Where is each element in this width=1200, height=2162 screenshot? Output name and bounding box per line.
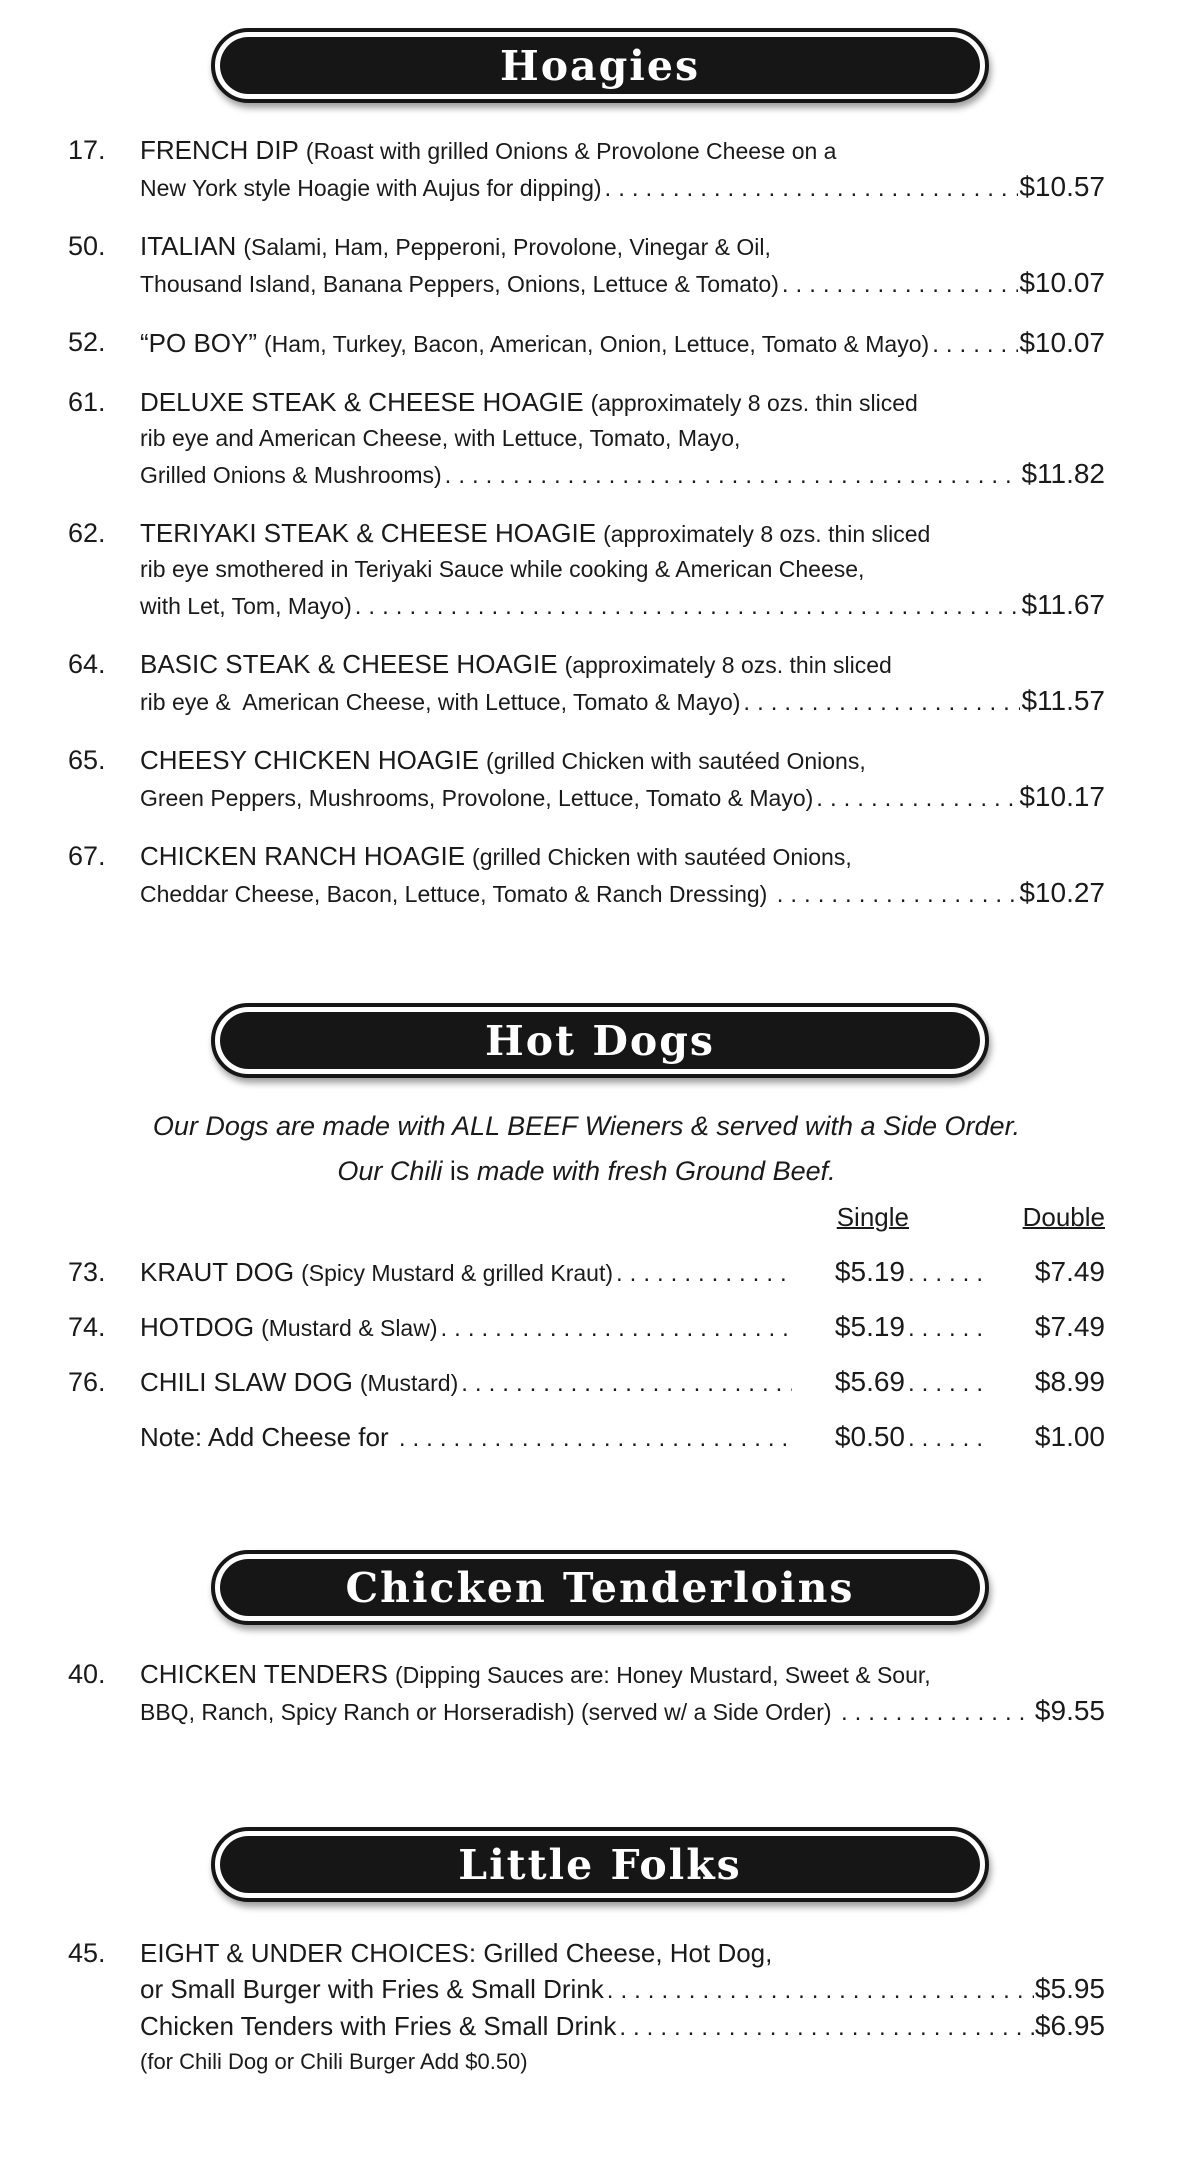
item-line [140, 325, 1105, 362]
item-number: 74. [68, 1312, 106, 1342]
dot-leader [445, 458, 1021, 493]
menu-item [68, 839, 1105, 912]
item-number: 67. [68, 841, 106, 871]
item-number: 64. [68, 649, 106, 679]
item-title: FRENCH DIP [140, 135, 299, 165]
item-title: CHEESY CHICKEN HOAGIE [140, 745, 480, 775]
item-number: 17. [68, 135, 106, 165]
item-line [140, 133, 1105, 169]
section-title: Hoagies [499, 41, 701, 90]
item-body [140, 325, 1105, 362]
item-line [140, 169, 1105, 206]
item-text: BBQ, Ranch, Spicy Ranch or Horseradish) (served w/ a Side Order) [140, 1699, 838, 1725]
item-body [140, 839, 1105, 912]
column-header-double: Double [1022, 1202, 1105, 1232]
item-body [140, 743, 1105, 816]
dot-leader [605, 171, 1019, 206]
item-desc: (approximately 8 ozs. thin sliced [564, 652, 892, 678]
price-double: $8.99 [1034, 1366, 1105, 1397]
item-price: $10.27 [1019, 877, 1105, 908]
item-body [140, 1657, 1105, 1730]
item-line [140, 2045, 1105, 2079]
item-body [140, 385, 1105, 493]
item-text: rib eye smothered in Teriyaki Sauce while cooking & American Cheese, [140, 556, 865, 582]
price-single: $5.19 [834, 1256, 905, 1287]
item-line [140, 743, 1105, 779]
item-line [140, 516, 1105, 552]
item-price: $5.95 [1034, 1973, 1105, 2004]
item-line [140, 683, 1105, 720]
column-header-spacer [68, 1200, 797, 1234]
item-price: $10.07 [1019, 327, 1105, 358]
menu-item [68, 647, 1105, 720]
dot-leader [355, 589, 1021, 624]
price-single: $5.19 [834, 1311, 905, 1342]
item-desc: (grilled Chicken with sautéed Onions, [472, 844, 852, 870]
dot-leader [777, 877, 1019, 912]
section-intro [68, 1104, 1105, 1194]
item-line [140, 421, 1105, 456]
price-single: $5.69 [834, 1366, 905, 1397]
item-text: or Small Burger with Fries & Small Drink [140, 1974, 604, 2004]
section-chicken-tenderloins [0, 1550, 1200, 1730]
item-title: DELUXE STEAK & CHEESE HOAGIE [140, 387, 584, 417]
price-column-headers [68, 1200, 1105, 1234]
intro-text: Our Dogs are made with ALL BEEF Wieners & served with a Side Order. [152, 1111, 1021, 1141]
section-header-inner [220, 1836, 980, 1893]
item-line [140, 2008, 1105, 2045]
menu-item [68, 1936, 1105, 2079]
section-title: Little Folks [458, 1840, 742, 1889]
item-desc: (grilled Chicken with sautéed Onions, [486, 748, 866, 774]
item-text: Grilled Onions & Mushrooms) [140, 462, 442, 488]
item-line [140, 385, 1105, 421]
item-text: rib eye and American Cheese, with Lettuce, Tomato, Mayo, [140, 425, 741, 451]
column-header-single: Single [836, 1202, 909, 1232]
intro-text: is [449, 1156, 470, 1186]
item-title: ITALIAN [140, 231, 237, 261]
dot-leader [932, 327, 1018, 362]
menu-page [0, 28, 1200, 2162]
dot-leader [440, 1311, 792, 1346]
dot-leader [461, 1366, 792, 1401]
item-number: 73. [68, 1257, 106, 1287]
item-line [140, 647, 1105, 683]
dot-leader [908, 1421, 992, 1456]
dot-leader [782, 267, 1018, 302]
item-text: EIGHT & UNDER CHOICES: Grilled Cheese, Hot Dog, [140, 1938, 773, 1968]
section-header-pill [211, 28, 989, 103]
section-header-inner [220, 37, 980, 94]
menu-item [68, 516, 1105, 624]
dot-leader [616, 1256, 792, 1291]
item-number: 61. [68, 387, 106, 417]
menu-items-little-folks [0, 1936, 1200, 2079]
menu-item [68, 229, 1105, 302]
item-line [140, 552, 1105, 587]
menu-items-hoagies [0, 133, 1200, 912]
item-line [140, 1657, 1105, 1693]
menu-item [68, 1657, 1105, 1730]
item-desc: (Spicy Mustard & grilled Kraut) [301, 1260, 613, 1286]
item-desc: (Mustard & Slaw) [261, 1315, 438, 1341]
item-number: 50. [68, 231, 106, 261]
item-text: Green Peppers, Mushrooms, Provolone, Lettuce, Tomato & Mayo) [140, 785, 814, 811]
item-number: 52. [68, 327, 106, 357]
item-text: with Let, Tom, Mayo) [140, 593, 352, 619]
item-price: $10.17 [1019, 781, 1105, 812]
item-title: BASIC STEAK & CHEESE HOAGIE [140, 649, 558, 679]
price-double: $7.49 [1034, 1311, 1105, 1342]
item-number: 40. [68, 1659, 106, 1689]
item-price: $11.57 [1021, 685, 1105, 716]
dot-leader [816, 781, 1018, 816]
section-hot-dogs [0, 1003, 1200, 1456]
dot-leader [399, 1421, 792, 1456]
dot-leader [743, 685, 1020, 720]
menu-item [68, 325, 1105, 362]
menu-item [68, 385, 1105, 493]
item-line [140, 1936, 1105, 1971]
item-desc: (Dipping Sauces are: Honey Mustard, Sweet & Sour, [395, 1662, 931, 1688]
item-title: TERIYAKI STEAK & CHEESE HOAGIE [140, 518, 597, 548]
item-footnote: (for Chili Dog or Chili Burger Add $0.50) [140, 2049, 528, 2074]
section-little-folks [0, 1827, 1200, 2079]
section-header-pill [211, 1003, 989, 1078]
item-line [140, 839, 1105, 875]
menu-item [68, 743, 1105, 816]
item-title: HOTDOG [140, 1312, 255, 1342]
column-header-gap [909, 1200, 993, 1234]
item-text: New York style Hoagie with Aujus for dipping) [140, 175, 602, 201]
item-text: Note: Add Cheese for [140, 1422, 396, 1452]
price-single: $0.50 [834, 1421, 905, 1452]
item-body [140, 516, 1105, 624]
item-line [140, 1971, 1105, 2008]
section-title: Hot Dogs [485, 1016, 715, 1065]
item-price: $9.55 [1034, 1695, 1105, 1726]
dot-leader [908, 1256, 992, 1291]
item-text: rib eye & American Cheese, with Lettuce, Tomato & Mayo) [140, 689, 741, 715]
menu-item [68, 1254, 1105, 1291]
item-title: CHILI SLAW DOG [140, 1367, 353, 1397]
intro-text: Our Chili [337, 1156, 450, 1186]
item-body [140, 1936, 1105, 2079]
menu-item [68, 1419, 1105, 1456]
dot-leader [841, 1695, 1034, 1730]
item-desc: (Ham, Turkey, Bacon, American, Onion, Lettuce, Tomato & Mayo) [264, 331, 930, 357]
section-header-pill [211, 1827, 989, 1902]
item-body [140, 647, 1105, 720]
item-title: CHICKEN RANCH HOAGIE [140, 841, 466, 871]
price-double: $1.00 [1034, 1421, 1105, 1452]
menu-item [68, 1309, 1105, 1346]
intro-line-2 [68, 1149, 1105, 1194]
intro-line-1 [68, 1104, 1105, 1149]
item-price: $6.95 [1034, 2010, 1105, 2041]
item-number: 45. [68, 1938, 106, 1968]
dot-leader [908, 1311, 992, 1346]
dot-leader [607, 1973, 1034, 2008]
menu-items-chicken-tenderloins [0, 1657, 1200, 1730]
section-header-pill [211, 1550, 989, 1625]
item-desc: (Salami, Ham, Pepperoni, Provolone, Vinegar & Oil, [243, 234, 771, 260]
dot-leader [619, 2010, 1034, 2045]
item-number: 76. [68, 1367, 106, 1397]
dot-leader [908, 1366, 992, 1401]
item-title: CHICKEN TENDERS [140, 1659, 389, 1689]
item-price: $10.07 [1019, 267, 1105, 298]
item-line [140, 265, 1105, 302]
section-hoagies [0, 28, 1200, 912]
item-line [140, 779, 1105, 816]
section-title: Chicken Tenderloins [345, 1563, 855, 1612]
item-body [140, 229, 1105, 302]
item-price: $11.67 [1021, 589, 1105, 620]
item-text: Chicken Tenders with Fries & Small Drink [140, 2011, 617, 2041]
intro-text: made with fresh Ground Beef. [469, 1156, 836, 1186]
section-header-inner [220, 1012, 980, 1069]
item-text: Thousand Island, Banana Peppers, Onions, Lettuce & Tomato) [140, 271, 779, 297]
item-price: $10.57 [1019, 171, 1105, 202]
menu-item [68, 1364, 1105, 1401]
item-text: Cheddar Cheese, Bacon, Lettuce, Tomato & Ranch Dressing) [140, 881, 774, 907]
item-body [140, 133, 1105, 206]
item-desc: (Roast with grilled Onions & Provolone Cheese on a [305, 138, 837, 164]
item-line [140, 875, 1105, 912]
item-line [140, 229, 1105, 265]
item-desc: (approximately 8 ozs. thin sliced [603, 521, 931, 547]
item-title: “PO BOY” [140, 328, 258, 358]
item-line [140, 456, 1105, 493]
item-line [140, 1693, 1105, 1730]
item-desc: (approximately 8 ozs. thin sliced [590, 390, 918, 416]
price-double: $7.49 [1034, 1256, 1105, 1287]
section-header-inner [220, 1559, 980, 1616]
menu-item [68, 133, 1105, 206]
item-number: 62. [68, 518, 106, 548]
item-price: $11.82 [1021, 458, 1105, 489]
item-title: KRAUT DOG [140, 1257, 295, 1287]
menu-items-hot-dogs [68, 1254, 1105, 1456]
item-number: 65. [68, 745, 106, 775]
item-line [140, 587, 1105, 624]
item-desc: (Mustard) [359, 1370, 459, 1396]
